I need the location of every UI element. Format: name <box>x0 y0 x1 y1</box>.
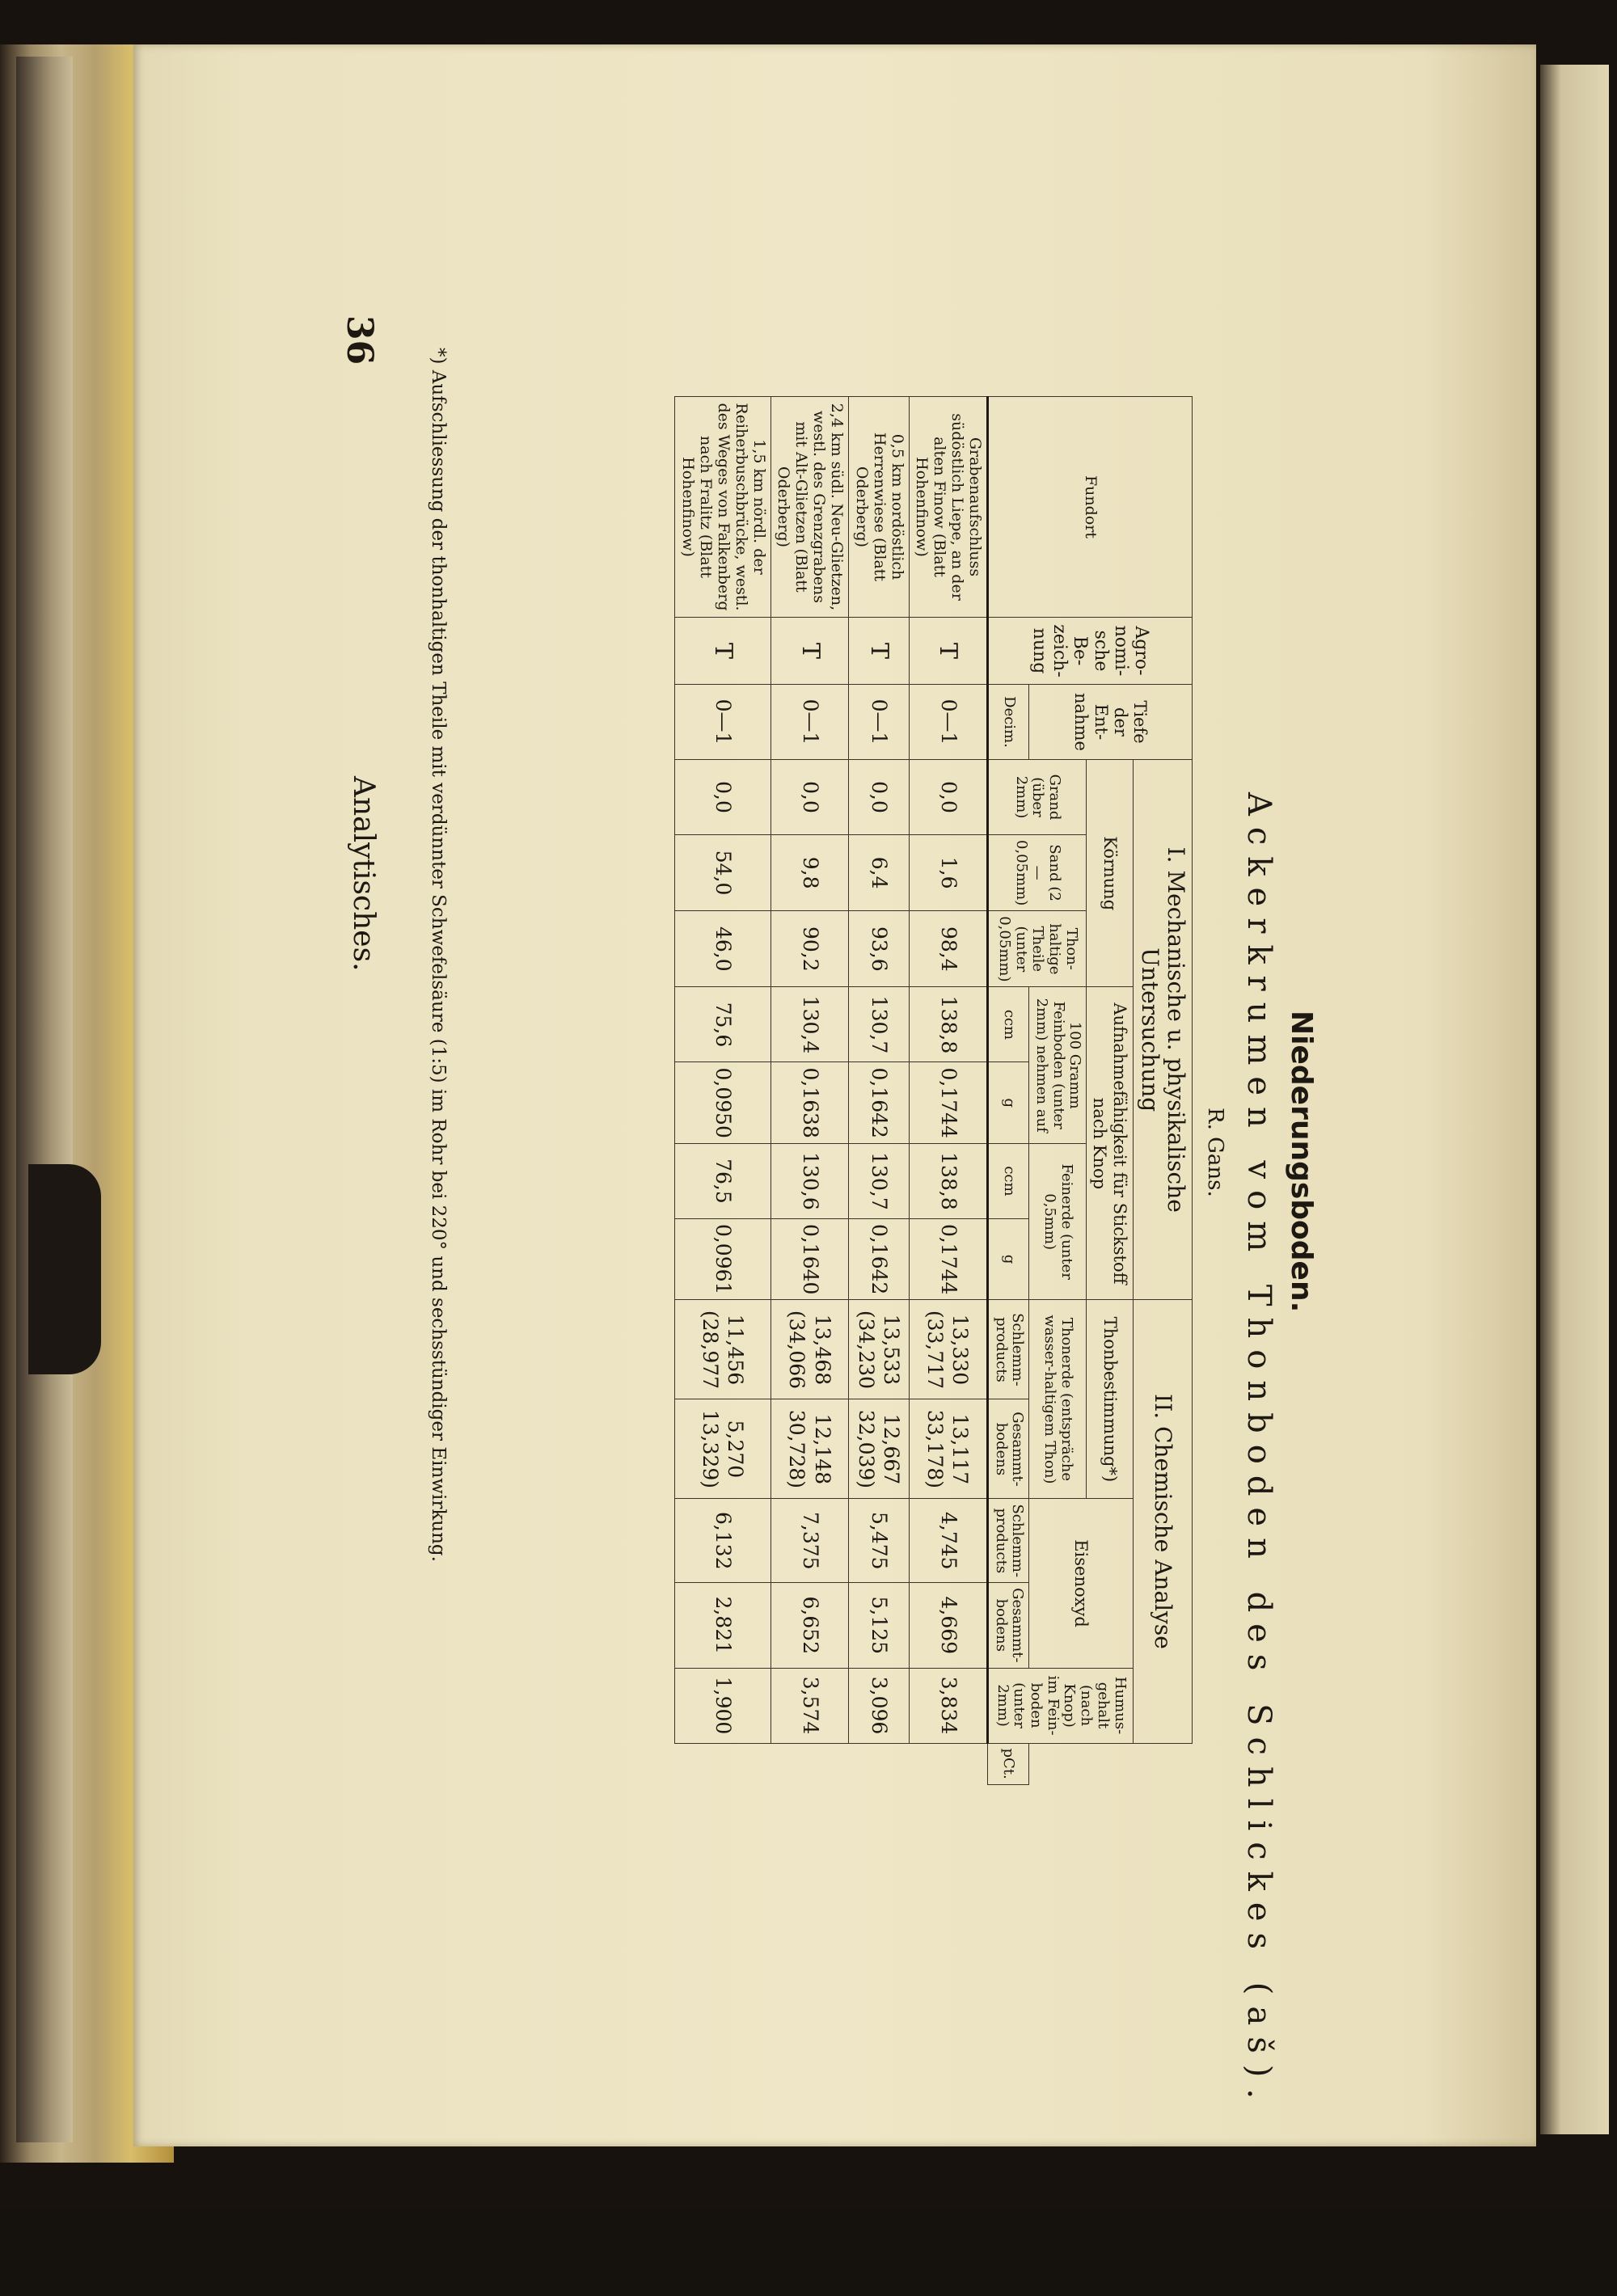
header-tiefe-unit: Decim. <box>987 685 1028 760</box>
header-thonbestimmung: Thonbestimmung*) <box>1087 1300 1133 1499</box>
header-pct: pCt. <box>987 1743 1028 1784</box>
next-page-edge <box>1540 65 1609 2134</box>
header-koernung: Körnung <box>1087 760 1133 987</box>
left-page-edge <box>16 57 73 2142</box>
rotated-page-content <box>121 315 1334 2296</box>
page-tear <box>28 1164 101 1374</box>
section-heading: Niederungsboden. <box>1285 1011 1318 1313</box>
header-section-2: II. Chemische Analyse <box>1133 1300 1192 1743</box>
header-grand: Grand (über 2mm) <box>987 760 1086 835</box>
page-title: Ackerkrumen vom Thonboden des Schlickes (aš). <box>1240 792 1277 2111</box>
header-tiefe: Tiefe der Ent-nahme <box>1029 685 1193 760</box>
table-row: Grabenaufschluss südöstlich Liepe, an der alten Finow (Blatt Hohenfinow) T 0—1 0,0 1,6 98,4 138,8 0,1744 138,8 0,1744 13,330 (33,717 13,117 33,178) 4,745 4,669 3,834 <box>909 397 987 1785</box>
header-fundort: Fundort <box>987 397 1192 618</box>
table-row: 2,4 km südl. Neu-Glietzen, westl. des Grenzgrabens mit Alt-Glietzen (Blatt Oderberg) T 0—1 0,0 9,8 90,2 130,4 0,1638 130,6 0,1640 13,468 (34,066 12,148 30,728) 7,375 6,652 3,574 <box>771 397 848 1785</box>
running-head: Analytisches. <box>347 776 380 972</box>
header-section-1: I. Mechanische u. physikalische Untersuchung <box>1133 760 1192 1300</box>
header-feinboden: 100 Gramm Feinboden (unter 2mm) nehmen auf <box>1029 987 1087 1143</box>
header-humus: Humus-gehalt (nach Knop) im Fein-boden (unter 2mm) <box>987 1668 1133 1743</box>
header-aufnahme: Aufnahmefähigkeit für Stickstoff nach Knop <box>1087 987 1133 1300</box>
header-agro: Agro-nomi-sche Be-zeich-nung <box>987 618 1192 685</box>
analysis-table <box>674 396 1193 1785</box>
header-feinerde: Feinerde (unter 0,5mm) <box>1029 1143 1087 1299</box>
header-fb-g: g <box>987 1062 1028 1143</box>
author: R. Gans. <box>1203 1108 1227 1197</box>
header-te-schlemm: Schlemm-products <box>987 1300 1028 1399</box>
header-thon: Thon-haltige Theile (unter 0,05mm) <box>987 911 1086 987</box>
footnote: *) Aufschliessung der thonhaltigen Theile mit verdünnter Schwefelsäure (1:5) im Rohr bei 220° und sechsstündiger Einwirkung. <box>428 348 449 1562</box>
header-eo-schlemm: Schlemm-products <box>987 1499 1028 1583</box>
header-fe-ccm: ccm <box>987 1143 1028 1218</box>
header-eisenoxyd: Eisenoxyd <box>1029 1499 1133 1668</box>
table-row: 1,5 km nördl. der Reiherbuschbrücke, westl. des Weges von Falkenberg nach Fralitz (Blatt Hohenfinow) T 0—1 0,0 54,0 46,0 75,6 0,0950 76,5 0,0961 11,456 (28,977 5,270 13,329) 6,132 2,821 1,900 <box>675 397 771 1785</box>
table-row: 0,5 km nordöstlich Herrenwiese (Blatt Oderberg) T 0—1 0,0 6,4 93,6 130,7 0,1642 130,7 0,1642 13,533 (34,230 12,667 32,039) 5,475 5,125 3,096 <box>849 397 910 1785</box>
header-sand: Sand (2— 0,05mm) <box>987 835 1086 911</box>
header-fe-g: g <box>987 1218 1028 1299</box>
page-number: 36 <box>339 315 380 365</box>
header-fb-ccm: ccm <box>987 987 1028 1062</box>
header-eo-gesammt: Gesammt-bodens <box>987 1583 1028 1668</box>
header-thonerde: Thonerde (entspräche wasser-haltigem Thon) <box>1029 1300 1087 1499</box>
header-te-gesammt: Gesammt-bodens <box>987 1399 1028 1499</box>
